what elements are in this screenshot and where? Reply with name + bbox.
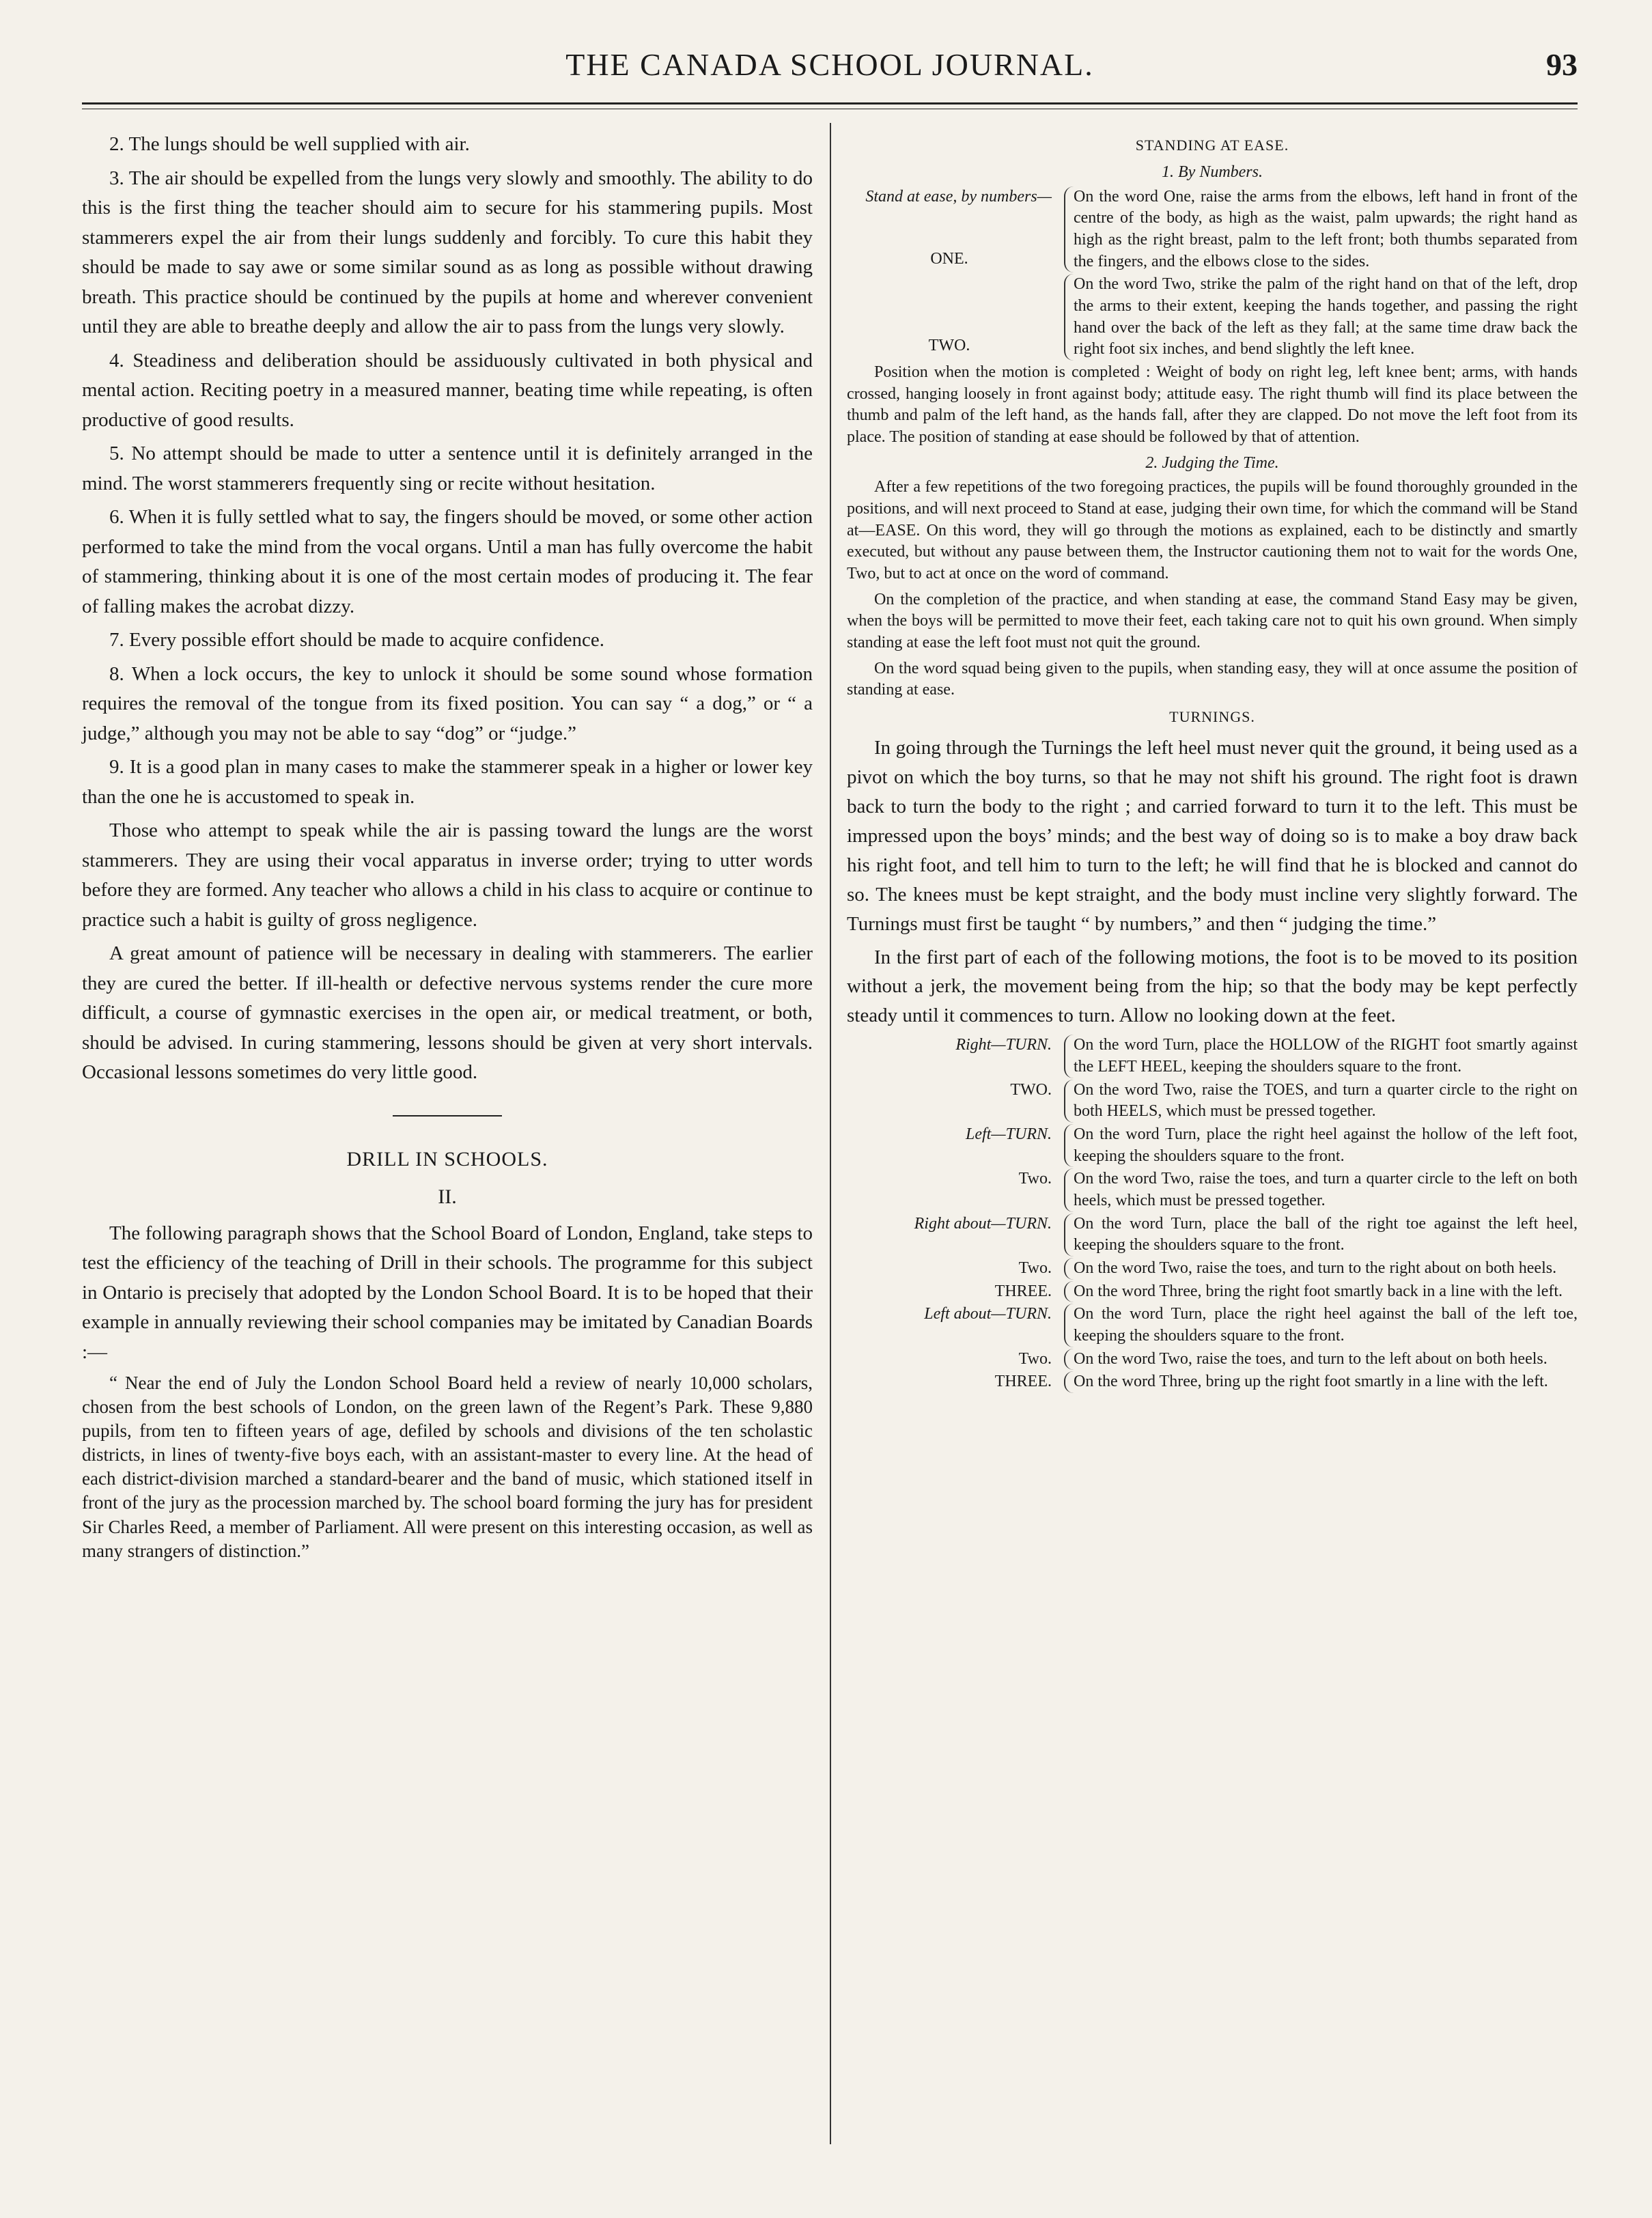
paragraph-item-5: 5. No attempt should be made to utter a sentence until it is definitely arranged in the mind. The worst stammerers frequently sing or recite without hesitation. xyxy=(82,443,813,494)
turn-right-turn xyxy=(847,1035,1578,1078)
page-number: 93 xyxy=(1546,47,1578,82)
paragraph-item-7: 7. Every possible effort should be made to acquire confidence. xyxy=(109,629,605,651)
turn-left-turn xyxy=(847,1124,1578,1167)
journal-title: THE CANADA SCHOOL JOURNAL. xyxy=(565,47,1094,82)
left-column xyxy=(82,130,813,1567)
drill-intro: The following paragraph shows that the School Board of London, England, take steps to test the efficiency of the teaching of Drill in their schools. The programme for this subject in Ontario is precisely that adopted by the London School Board. It is to be hoped that their example in annually reviewing their school companies may be imitated by Canadian Boards :— xyxy=(82,1222,813,1363)
drill-step-one xyxy=(847,186,1578,273)
turn-left-two xyxy=(847,1168,1578,1211)
header-rule xyxy=(82,102,1578,109)
drill-section-title: DRILL IN SCHOOLS. xyxy=(346,1147,548,1170)
right-column xyxy=(847,130,1578,1394)
paragraph-item-6: 6. When it is fully settled what to say, the fingers should be moved, or some other action performed to take the mind from the vocal organs. Until a man has fully overcome the habit of stammering, thinking about it is one of the most certain modes of producing it. The fear of falling makes the acrobat dizzy. xyxy=(82,506,813,617)
stand-at-ease-label: Stand at ease, by numbers— xyxy=(865,187,1052,206)
turn-label: Right—TURN. xyxy=(955,1036,1052,1054)
turn-text: On the word Turn, place the HOLLOW of the RIGHT foot smartly against the LEFT HEEL, keeping the shoulders square to the front. xyxy=(1064,1035,1578,1078)
turn-left-about-turn xyxy=(847,1304,1578,1347)
drill-quote: “ Near the end of July the London School Board held a review of nearly 10,000 scholars, chosen from the best schools of London, on the green lawn of the Regent’s Park. These 9,880 pupils, from ten to fifteen years of age, defiled by schools and divisions of the ten scholastic districts, in lines of twenty-five boys each, with an assistant-master to every line. At the head of each district-division marched a standard-bearer and the band of music, which stationed itself in front of the jury as the procession marched by. The school board forming the jury has for president Sir Charles Reed, a member of Parliament. All were present on this interesting occasion, as well as many strangers of distinction.” xyxy=(82,1373,813,1561)
section-rule xyxy=(393,1115,502,1117)
turn-text: On the word Turn, place the ball of the right toe against the left heel, keeping the shoulders square to the front. xyxy=(1064,1213,1578,1257)
turn-label: Right about—TURN. xyxy=(914,1214,1052,1233)
by-numbers-heading: 1. By Numbers. xyxy=(1162,163,1263,182)
judging-paragraph-1: After a few repetitions of the two foregoing practices, the pupils will be found thoroughly grounded in the positions, and will next proceed to Stand at ease, judging their own time, for which the command will be Stand at—EASE. On this word, they will go through the motions as explained, each to be distinctly and smartly executed, but without any pause between them, the Instructor cautioning them not to wait for the words One, Two, but to act at once on the word of command. xyxy=(847,478,1578,583)
turn-text: On the word Two, raise the toes, and turn to the right about on both heels. xyxy=(1064,1258,1578,1280)
column-divider xyxy=(830,123,831,2144)
paragraph-inverse-breathing: Those who attempt to speak while the air is passing toward the lungs are the worst stammerers. They are using their vocal apparatus in inverse order; trying to utter words before they are formed. Any teacher who allows a child in his class to acquire or continue to practice such a habit is guilty of gross negligence. xyxy=(82,819,813,931)
turns-list xyxy=(847,1035,1578,1393)
turnings-paragraph-1: In going through the Turnings the left heel must never quit the ground, it being used as a pivot on which the boy turns, so that he may not shift his ground. The right foot is drawn back to turn the body to the right ; and carried forward to turn it to the left. This must be impressed upon the boys’ minds; and the best way of doing so is to make a boy draw back his right foot, and tell him to turn to the left; he will find that he is blocked and cannot do so. The knees must be kept straight, and the body must incline very slightly forward. The Turnings must first be taught “ by numbers,” and then “ judging the time.” xyxy=(847,737,1578,935)
turn-text: On the word Two, raise the toes, and turn to the left about on both heels. xyxy=(1064,1349,1578,1371)
position-completed-text: Position when the motion is completed : Weight of body on right leg, left knee bent; arms, with hands crossed, hanging loosely in front against body; attitude easy. The right thumb will find its place between the thumb and palm of the left hand, as the hands fall, after they are clapped. Do not move the left foot from its place. The position of standing at ease should be followed by that of attention. xyxy=(847,363,1578,447)
turn-text: On the word Two, raise the TOES, and turn a quarter circle to the right on both HEELS, which must be pressed together. xyxy=(1064,1080,1578,1123)
turn-label: Left—TURN. xyxy=(965,1125,1052,1143)
turn-text: On the word Turn, place the right heel against the ball of the left toe, keeping the shoulders square to the front. xyxy=(1064,1304,1578,1347)
turn-text: On the word Three, bring up the right foot smartly in a line with the left. xyxy=(1064,1371,1578,1393)
turn-label: TWO. xyxy=(1010,1080,1052,1099)
turn-label: THREE. xyxy=(994,1373,1052,1391)
page-header xyxy=(82,41,1578,96)
turn-text: On the word Two, raise the toes, and turn a quarter circle to the left on both heels, which must be pressed together. xyxy=(1064,1168,1578,1211)
turnings-paragraph-2: In the first part of each of the following motions, the foot is to be moved to its position without a jerk, the movement being from the hip; so that the body may be kept perfectly steady until it commences to turn. Allow no looking down at the feet. xyxy=(847,946,1578,1027)
turn-right-about-two xyxy=(847,1258,1578,1280)
paragraph-item-8: 8. When a lock occurs, the key to unlock it should be some sound whose formation requires the removal of the tongue from its fixed position. You can say “ a dog,” or “ a judge,” although you may not be able to say “dog” or “judge.” xyxy=(82,662,813,744)
step-one-label: ONE. xyxy=(930,250,968,268)
turn-label: Two. xyxy=(1018,1170,1052,1188)
turnings-heading: TURNINGS. xyxy=(1169,708,1255,726)
standing-heading: STANDING AT EASE. xyxy=(1135,137,1289,154)
turn-right-two xyxy=(847,1080,1578,1123)
drill-step-two xyxy=(847,274,1578,361)
paragraph-item-9: 9. It is a good plan in many cases to make the stammerer speak in a higher or lower key than the one he is accustomed to speak in. xyxy=(82,756,813,808)
turn-right-about-three xyxy=(847,1281,1578,1303)
turn-label: THREE. xyxy=(994,1282,1052,1300)
judging-heading: 2. Judging the Time. xyxy=(1145,453,1279,472)
step-two-text: On the word Two, strike the palm of the right hand on that of the left, drop the arms to their extent, keeping the hands together, and passing the right hand over the back of the left as they fall; at the same time draw back the right foot six inches, and bend slightly the left knee. xyxy=(1064,274,1578,361)
turn-right-about-turn xyxy=(847,1213,1578,1257)
turn-left-about-three xyxy=(847,1371,1578,1393)
step-two-label: TWO. xyxy=(928,337,970,355)
judging-paragraph-2: On the completion of the practice, and when standing at ease, the command Stand Easy may be given, when the boys will be permitted to move their feet, each taking care not to quit his own ground. When simply standing at ease the left foot must not quit the ground. xyxy=(847,590,1578,652)
judging-paragraph-3: On the word squad being given to the pupils, when standing easy, they will at once assume the position of standing at ease. xyxy=(847,659,1578,699)
paragraph-item-4: 4. Steadiness and deliberation should be assiduously cultivated in both physical and mental action. Reciting poetry in a measured manner, beating time while repeating, is often productive of good results. xyxy=(82,349,813,431)
turn-text: On the word Turn, place the right heel against the hollow of the left foot, keeping the shoulders square to the front. xyxy=(1064,1124,1578,1167)
paragraph-item-2: 2. The lungs should be well supplied with air. xyxy=(109,133,470,155)
turn-label: Left about—TURN. xyxy=(924,1305,1052,1323)
step-one-text: On the word One, raise the arms from the elbows, left hand in front of the centre of the body, as high as the waist, palm upwards; the right hand as high as the right breast, palm to the left front; both thumbs separated from the fingers, and the elbows close to the sides. xyxy=(1064,186,1578,273)
turn-left-about-two xyxy=(847,1349,1578,1371)
turn-label: Two. xyxy=(1018,1349,1052,1368)
turn-text: On the word Three, bring the right foot smartly back in a line with the left. xyxy=(1064,1281,1578,1303)
paragraph-item-3: 3. The air should be expelled from the lungs very slowly and smoothly. The ability to do this is the first thing the teacher should aim to secure for his stammering pupils. Most stammerers expel the air from their lungs suddenly and forcibly. To cure this habit they should be made to say awe or some similar sound as as long as possible without drawing breath. This practice should be continued by the pupils at home and wherever convenient until they are able to breathe deeply and allow the air to pass from the lungs very slowly. xyxy=(82,167,813,337)
drill-part-number: II. xyxy=(438,1185,457,1208)
turn-label: Two. xyxy=(1018,1259,1052,1277)
paragraph-patience: A great amount of patience will be necessary in dealing with stammerers. The earlier they are cured the better. If ill-health or defective nervous systems render the cure more difficult, a course of gymnastic exercises in the open air, or medical treatment, or both, should be advised. In curing stammering, lessons should be given at very short intervals. Occasional lessons sometimes do very little good. xyxy=(82,942,813,1083)
